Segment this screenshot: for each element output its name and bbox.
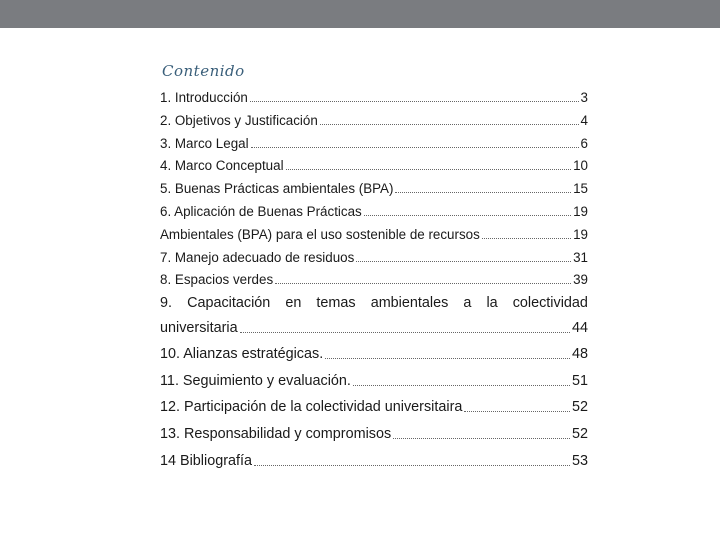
toc-entry[interactable] — [160, 204, 588, 219]
toc-entry-title: 13. Responsabilidad y compromisos — [160, 426, 392, 442]
dot-leader — [286, 168, 572, 170]
toc-entry-page: 39 — [573, 272, 588, 287]
dot-leader — [464, 410, 570, 412]
dot-leader — [251, 146, 579, 148]
toc-entry-title: 8. Espacios verdes — [160, 272, 274, 287]
toc-entry-page: 10 — [573, 158, 588, 173]
toc-entry[interactable] — [160, 272, 588, 287]
word: Capacitación — [187, 295, 271, 311]
dot-leader — [364, 214, 571, 216]
word: temas — [316, 295, 356, 311]
toc-entry-title: 5. Buenas Prácticas ambientales (BPA) — [160, 181, 394, 196]
toc-entry-page: 15 — [573, 181, 588, 196]
dot-leader — [250, 100, 579, 102]
dot-leader — [240, 331, 570, 333]
toc-entry-page: 19 — [573, 204, 588, 219]
toc-entry-page: 31 — [573, 250, 588, 265]
dot-leader — [353, 384, 570, 386]
word: a — [463, 295, 472, 311]
dot-leader — [395, 191, 571, 193]
dot-leader — [356, 260, 571, 262]
word: en — [285, 295, 302, 311]
toc-entry-page: 4 — [580, 113, 588, 128]
dot-leader — [482, 237, 571, 239]
dot-leader — [325, 357, 570, 359]
toc-entry[interactable] — [160, 320, 588, 336]
toc-entry-capacitacion[interactable] — [160, 295, 588, 311]
toc-entry-title: Ambientales (BPA) para el uso sostenible de recursos — [160, 227, 480, 242]
toc-entry-title: 14 Bibliografía — [160, 453, 253, 469]
toc-entry-title: 10. Alianzas estratégicas. — [160, 346, 324, 362]
toc-entry-page: 6 — [580, 136, 588, 151]
toc-entry-page: 52 — [571, 426, 588, 442]
toc-entry[interactable] — [160, 453, 588, 469]
toc-entry[interactable] — [160, 346, 588, 362]
toc-entry-title: universitaria — [160, 320, 238, 336]
toc-entry-page: 19 — [573, 227, 588, 242]
toc-entry-title: 7. Manejo adecuado de residuos — [160, 250, 355, 265]
word: ambientales — [370, 295, 449, 311]
toc-entry-page: 51 — [571, 373, 588, 389]
toc-entry-title: 1. Introducción — [160, 90, 248, 105]
toc-entry-title: 12. Participación de la colectividad universitaira — [160, 399, 463, 415]
dot-leader — [254, 464, 570, 466]
word: colectividad — [512, 295, 588, 311]
toc-entry-title: 6. Aplicación de Buenas Prácticas — [160, 204, 362, 219]
toc-entry[interactable] — [160, 136, 588, 151]
toc-entry-title: 2. Objetivos y Justificación — [160, 113, 318, 128]
toc-entry-page: 44 — [571, 320, 588, 336]
dot-leader — [393, 437, 570, 439]
dot-leader — [275, 282, 571, 284]
toc-entry[interactable] — [160, 158, 588, 173]
toc-entry[interactable] — [160, 181, 588, 196]
word: la — [486, 295, 498, 311]
dot-leader — [320, 123, 579, 125]
toc-entry-page: 48 — [571, 346, 588, 362]
toc-entry-title: 3. Marco Legal — [160, 136, 249, 151]
toc-entry-title: 11. Seguimiento y evaluación. — [160, 373, 351, 389]
toc-entry-page: 52 — [571, 399, 588, 415]
toc-entry[interactable] — [160, 426, 588, 442]
word: 9. — [160, 295, 173, 311]
toc-entry[interactable] — [160, 113, 588, 128]
toc-entry-page: 53 — [571, 453, 588, 469]
toc-entry-page: 3 — [580, 90, 588, 105]
toc-entry[interactable] — [160, 90, 588, 105]
toc-entry-title: 4. Marco Conceptual — [160, 158, 284, 173]
toc-entry[interactable] — [160, 227, 588, 242]
toc-entry[interactable] — [160, 250, 588, 265]
toc-entry[interactable] — [160, 373, 588, 389]
toc-heading: Contenido — [162, 62, 245, 80]
toc-entry[interactable] — [160, 399, 588, 415]
top-bar — [0, 0, 720, 28]
